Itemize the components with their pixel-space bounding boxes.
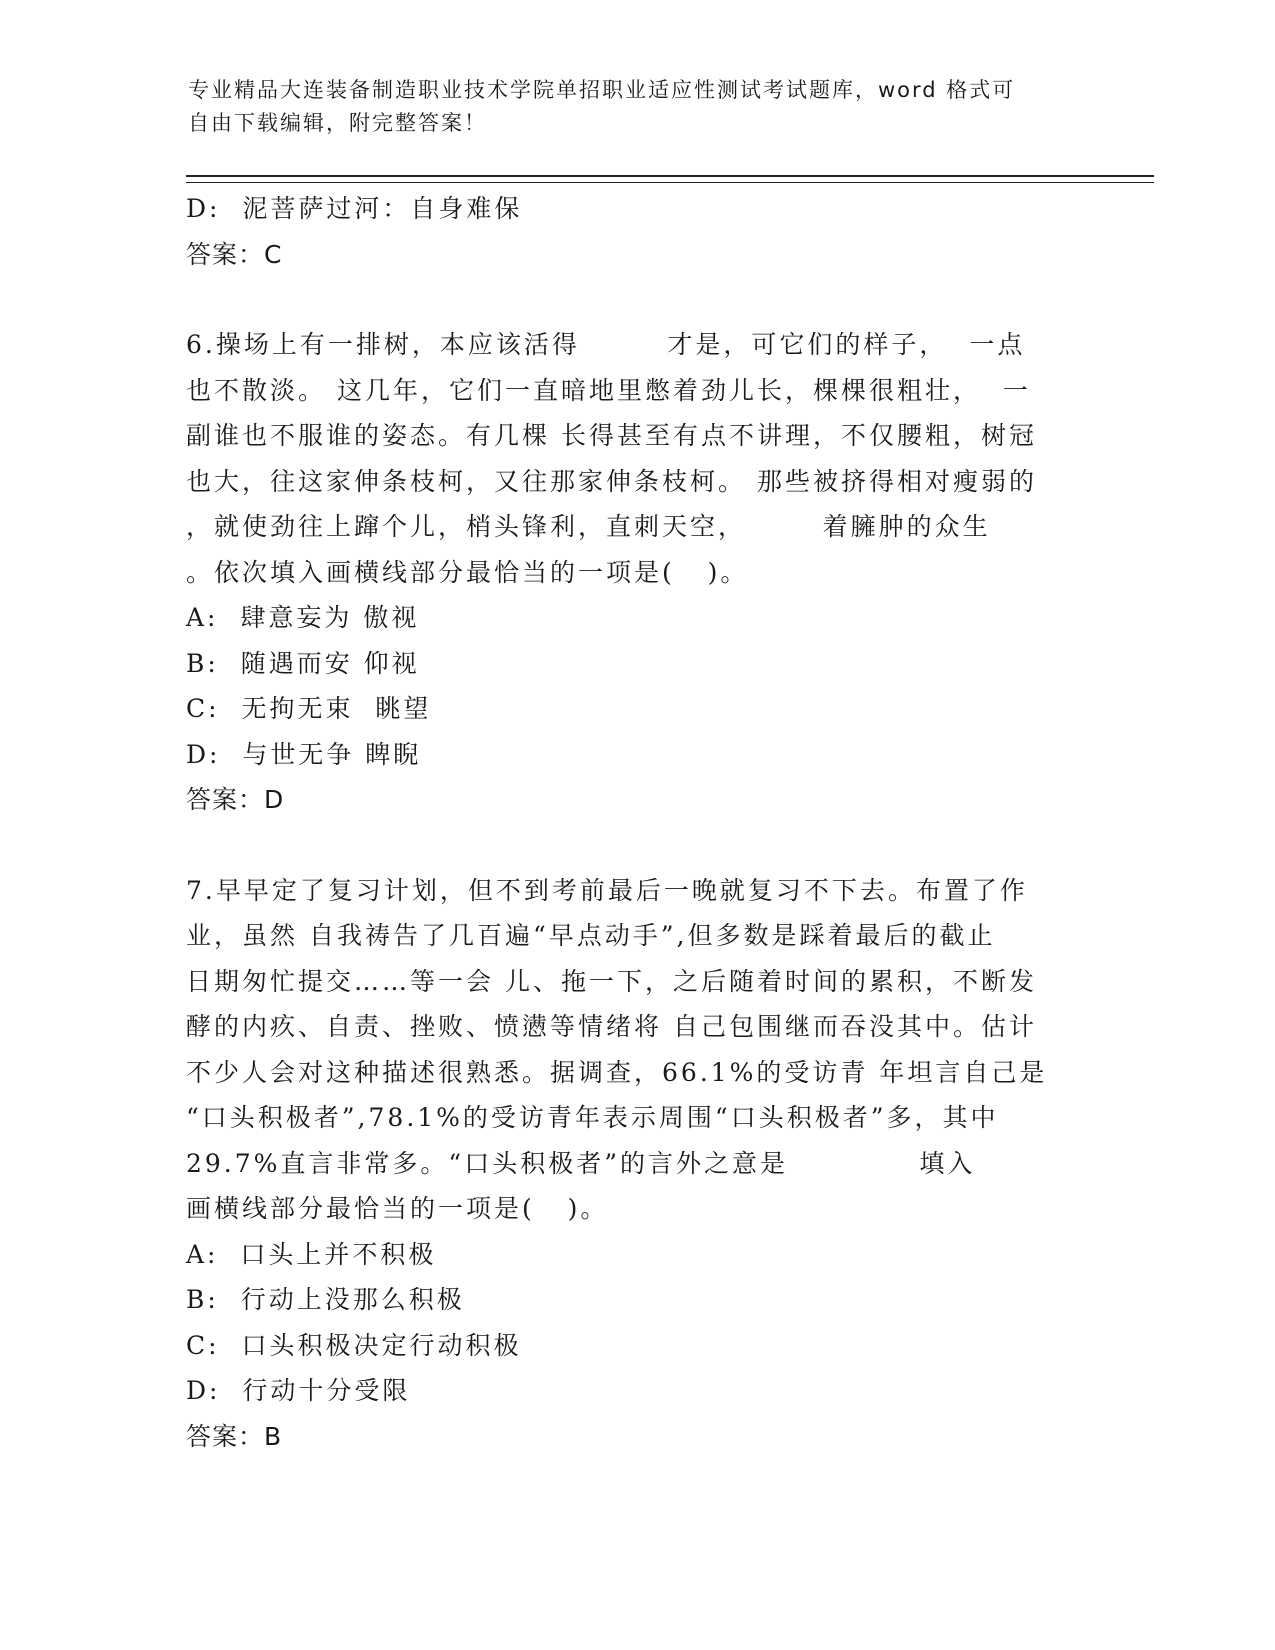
question-text-line: 业，虽然 自我祷告了几百遍“早点动手”,但多数是踩着最后的截止 <box>186 921 996 950</box>
option-c: C: 无拘无束 眺望 <box>186 694 432 723</box>
answer-label: 答案：B <box>186 1421 283 1451</box>
question-text-line: ，就使劲往上蹿个儿，梢头锋利，直刺天空， 着臃肿的众生 <box>186 512 991 541</box>
option-a: A: 肆意妄为 傲视 <box>186 603 420 632</box>
question-text-line: 也大，往这家伸条枝柯，又往那家伸条枝柯。 那些被挤得相对瘦弱的 <box>186 466 1037 496</box>
question-text-line: 副谁也不服谁的姿态。有几棵 长得甚至有点不讲理，不仅腰粗，树冠 <box>186 421 1037 450</box>
page-header <box>188 74 1088 140</box>
question-text-line: 画横线部分最恰当的一项是( )。 <box>186 1194 609 1223</box>
document-body <box>186 186 1086 1459</box>
header-line-2: 自由下载编辑，附完整答案！ <box>188 111 487 135</box>
question-text-line: 酵的内疚、自责、挫败、愤懑等情绪将 自己包围继而吞没其中。估计 <box>186 1012 1037 1041</box>
option-d: D: 泥菩萨过河：自身难保 <box>186 194 523 223</box>
question-text-line: “口头积极者”,78.1%的受访青年表示周围“口头积极者”多，其中 <box>186 1103 999 1132</box>
header-line-1: 专业精品大连装备制造职业技术学院单招职业适应性测试考试题库，word 格式可 <box>188 78 1016 102</box>
answer-label: 答案：D <box>186 785 285 814</box>
option-a: A: 口头上并不积极 <box>186 1239 437 1269</box>
answer-label: 答案：C <box>186 239 283 269</box>
header-divider <box>186 175 1154 183</box>
option-b: B: 行动上没那么积极 <box>186 1285 465 1314</box>
option-b: B: 随遇而安 仰视 <box>186 648 420 678</box>
previous-question-tail <box>186 186 1086 277</box>
question-text-line: 7.早早定了复习计划，但不到考前最后一晚就复习不下去。布置了作 <box>186 875 1028 905</box>
question-text-line: 29.7%直言非常多。“口头积极者”的言外之意是 填入 <box>186 1148 976 1178</box>
question-text-line: 也不散淡。 这几年，它们一直暗地里憋着劲儿长，棵棵很粗壮， 一 <box>186 375 1031 405</box>
question-text-line: 日期匆忙提交……等一会 儿、拖一下，之后随着时间的累积，不断发 <box>186 966 1037 996</box>
question-text-line: 6.操场上有一排树，本应该活得 才是，可它们的样子， 一点 <box>186 330 1026 359</box>
option-d: D: 行动十分受限 <box>186 1376 411 1405</box>
option-c: C: 口头积极决定行动积极 <box>186 1330 522 1360</box>
question-7 <box>186 868 1086 1460</box>
option-d: D: 与世无争 睥睨 <box>186 739 422 769</box>
question-6 <box>186 322 1086 823</box>
question-text-line: 。依次填入画横线部分最恰当的一项是( )。 <box>186 557 749 587</box>
question-text-line: 不少人会对这种描述很熟悉。据调查，66.1%的受访青 年坦言自己是 <box>186 1057 1048 1087</box>
